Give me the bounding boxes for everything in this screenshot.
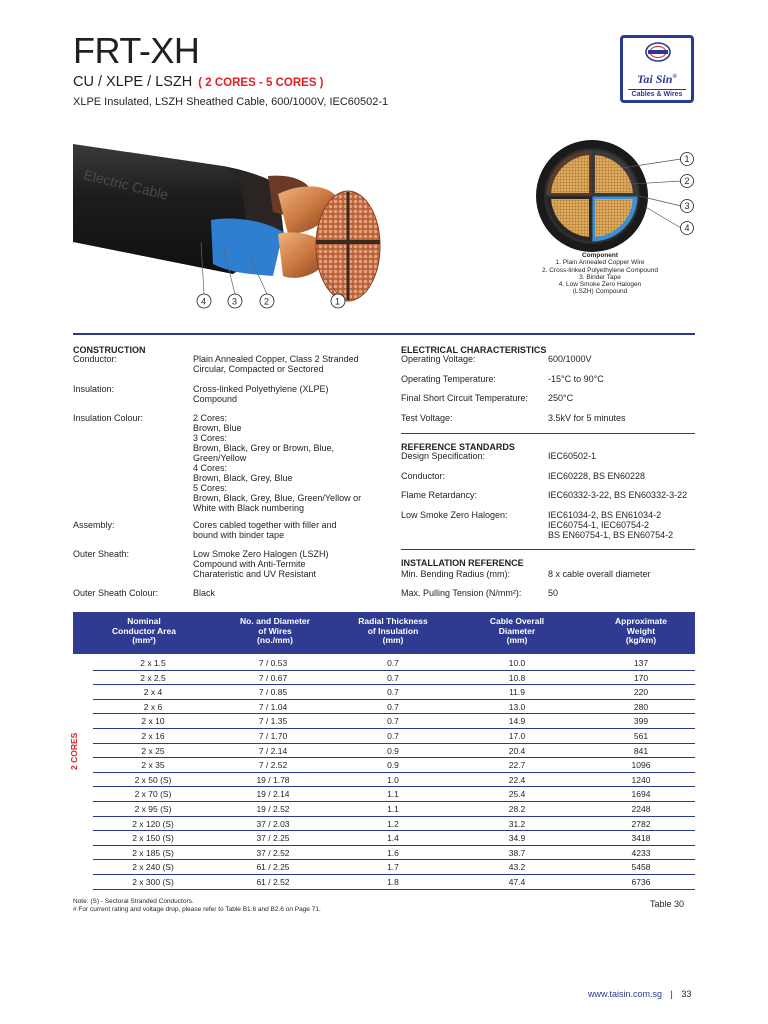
conductor-value: Plain Annealed Copper, Class 2 Stranded Circular, Compacted or Sectored — [193, 354, 359, 374]
installation-heading: INSTALLATION REFERENCE — [401, 558, 524, 568]
table-row — [93, 685, 695, 700]
table-cell: 2 x 95 (S) — [134, 804, 172, 814]
bending-radius-value: 8 x cable overall diameter — [548, 569, 651, 579]
table-cell: 20.4 — [508, 745, 526, 756]
table-cell: 0.9 — [387, 745, 399, 756]
cross-callout-4: 4 — [684, 223, 690, 234]
table-row — [93, 773, 695, 788]
test-voltage-value: 3.5kV for 5 minutes — [548, 413, 626, 423]
conductor-standard-label: Conductor: — [401, 471, 446, 481]
electrical-divider — [401, 433, 695, 434]
table-cell: 1.1 — [387, 789, 399, 800]
table-cell: 47.4 — [508, 877, 526, 887]
component-item: 1. Plain Annealed Copper Wire — [555, 259, 645, 267]
table-cell: 2 x 2.5 — [140, 672, 166, 683]
construction-heading: CONSTRUCTION — [73, 345, 146, 355]
cable-description: XLPE Insulated, LSZH Sheathed Cable, 600/1000V, IEC60502-1 — [73, 96, 389, 108]
table-cell: 2 x 50 (S) — [134, 774, 172, 785]
standards-heading: REFERENCE STANDARDS — [401, 442, 515, 452]
cross-callout-1: 1 — [684, 154, 690, 165]
outer-sheath-value: Low Smoke Zero Halogen (LSZH) Compound with Anti-Termite Charateristic and UV Resistant — [193, 549, 329, 579]
header-insulation-thickness: Radial Thickness of Insulation (mm) — [358, 616, 428, 646]
table-cell: 1694 — [631, 789, 651, 800]
table-cell: 2 x 120 (S) — [132, 818, 174, 829]
page-title: FRT-XH — [73, 30, 200, 71]
table-cell: 2 x 16 — [141, 731, 165, 741]
table-cell: 43.2 — [508, 862, 526, 873]
table-cell: 13.0 — [508, 701, 526, 712]
callout-4: 4 — [201, 296, 207, 307]
component-legend — [520, 252, 680, 296]
table-cell: 7 / 0.67 — [258, 672, 288, 683]
table-cell: 10.8 — [508, 672, 526, 683]
table-cell: 22.4 — [508, 774, 526, 785]
table-cell: 2 x 150 (S) — [132, 833, 174, 844]
table-row — [93, 787, 695, 802]
component-item: 2. Cross-linked Polyethylene Compound — [542, 266, 658, 274]
assembly-label: Assembly: — [73, 520, 115, 530]
operating-temperature-label: Operating Temperature: — [401, 374, 496, 384]
short-circuit-temperature-label: Final Short Circuit Temperature: — [401, 393, 528, 403]
table-cell: 37 / 2.03 — [256, 818, 290, 829]
table-cell: 0.9 — [387, 760, 399, 771]
table-cell: 31.2 — [508, 818, 526, 829]
footer-separator: | — [670, 989, 673, 999]
table-cell: 7 / 0.85 — [258, 687, 288, 698]
cores-group-label: 2 CORES — [69, 732, 79, 770]
table-cell: 34.9 — [508, 833, 526, 844]
table-row — [93, 656, 695, 671]
table-cell: 11.9 — [509, 687, 525, 698]
table-cell: 25.4 — [508, 789, 526, 800]
table-cell: 38.7 — [508, 847, 526, 858]
table-cell: 2248 — [631, 804, 651, 814]
test-voltage-label: Test Voltage: — [401, 413, 453, 423]
short-circuit-temperature-value: 250°C — [548, 393, 574, 403]
table-cell: 7 / 1.35 — [258, 716, 288, 727]
website-link[interactable]: www.taisin.com.sg — [588, 989, 663, 999]
table-cell: 1.0 — [387, 774, 399, 785]
operating-voltage-label: Operating Voltage: — [401, 354, 476, 364]
standards-divider — [401, 549, 695, 550]
table-cell: 2 x 10 — [141, 716, 165, 727]
table-row — [93, 714, 695, 729]
insulation-colour-value: 2 Cores: Brown, Blue 3 Cores: Brown, Black, Grey or Brown, Blue, Green/Yellow 4 Cores: Brown, Black, Grey, Blue 5 Cores: Brown, Black, Grey, Blue, Green/Yellow or White with Black numbering — [193, 413, 362, 513]
component-item: 3. Binder Tape — [579, 273, 621, 281]
operating-temperature-value: -15°C to 90°C — [548, 374, 604, 384]
table-cell: 61 / 2.52 — [256, 877, 290, 887]
table-cell: 280 — [633, 701, 649, 712]
table-number: Table 30 — [650, 899, 685, 909]
table-notes — [73, 898, 321, 913]
table-cell: 1.6 — [387, 847, 399, 858]
table-cell: 7 / 1.04 — [258, 701, 288, 712]
table-cell: 61 / 2.25 — [256, 862, 290, 873]
table-cell: 137 — [633, 658, 649, 668]
table-row — [93, 875, 695, 890]
table-cell: 0.7 — [387, 731, 399, 741]
bending-radius-label: Min. Bending Radius (mm): — [401, 569, 511, 579]
header-conductor-area: Nominal Conductor Area (mm²) — [112, 616, 176, 646]
note-current-rating: # For current rating and voltage drop, please refer to Table B1.6 and B2.6 on Page 71. — [73, 905, 321, 913]
conductor-standard-value: IEC60228, BS EN60228 — [548, 471, 646, 481]
sheath-printing: Electric Cable — [82, 166, 170, 203]
operating-voltage-value: 600/1000V — [548, 354, 592, 364]
logo-tagline: Cables & Wires — [628, 89, 686, 98]
logo-brand-name: Tai Sin® — [637, 72, 677, 86]
table-cell: 17.0 — [508, 731, 526, 741]
table-cell: 37 / 2.52 — [256, 847, 290, 858]
table-cell: 2 x 70 (S) — [134, 789, 172, 800]
table-cell: 19 / 2.14 — [256, 789, 290, 800]
table-cell: 2 x 35 — [141, 760, 165, 771]
table-cell: 1.1 — [387, 804, 399, 814]
table-row — [93, 700, 695, 715]
header-overall-diameter: Cable Overall Diameter (mm) — [489, 616, 545, 646]
lszh-value: IEC61034-2, BS EN61034-2 IEC60754-1, IEC60754-2 BS EN60754-1, BS EN60754-2 — [548, 510, 674, 540]
table-cell: 0.7 — [387, 701, 399, 712]
table-cell: 0.7 — [387, 672, 399, 683]
table-row — [93, 671, 695, 686]
table-cell: 1.2 — [387, 818, 399, 829]
table-cell: 2 x 300 (S) — [132, 877, 174, 887]
table-row — [93, 860, 695, 875]
table-cell: 19 / 2.52 — [256, 804, 290, 814]
cross-callout-2: 2 — [684, 176, 690, 187]
table-cell: 1.7 — [387, 862, 399, 873]
table-cell: 5458 — [631, 862, 651, 873]
table-cell: 2 x 240 (S) — [132, 862, 174, 873]
cable-subtitle — [73, 74, 324, 90]
header-weight: Approximate Weight (kg/km) — [615, 616, 667, 646]
table-cell: 220 — [633, 687, 649, 698]
table-cell: 7 / 2.14 — [258, 745, 288, 756]
insulation-value: Cross-linked Polyethylene (XLPE) Compound — [193, 384, 329, 404]
cable-illustration — [73, 124, 403, 324]
table-cell: 1096 — [631, 760, 651, 771]
flame-retardancy-label: Flame Retardancy: — [401, 490, 478, 500]
table-cell: 2 x 4 — [143, 687, 163, 698]
table-cell: 7 / 2.52 — [258, 760, 288, 771]
table-row — [93, 729, 695, 744]
table-cell: 2 x 6 — [143, 701, 163, 712]
table-cell: 10.0 — [508, 658, 526, 668]
table-header — [73, 612, 695, 654]
assembly-value: Cores cabled together with filler and bound with binder tape — [193, 520, 337, 540]
conductor-label: Conductor: — [73, 354, 118, 364]
insulation-label: Insulation: — [73, 384, 115, 394]
pulling-tension-label: Max. Pulling Tension (N/mm²): — [401, 588, 522, 598]
table-row — [93, 846, 695, 861]
table-row — [93, 831, 695, 846]
table-cell: 1.4 — [387, 833, 399, 844]
table-cell: 19 / 1.78 — [256, 774, 290, 785]
table-cell: 2 x 1.5 — [140, 658, 166, 668]
component-item: 4. Low Smoke Zero Halogen — [558, 281, 642, 289]
table-cell: 170 — [633, 672, 649, 683]
spec-divider — [73, 333, 695, 335]
tsec-emblem-icon — [644, 41, 672, 63]
table-row — [93, 802, 695, 817]
callout-2: 2 — [264, 296, 270, 307]
component-title: Component — [581, 252, 619, 259]
blue-core-insulation — [211, 219, 283, 277]
page-number: 33 — [681, 989, 692, 999]
table-cell: 0.7 — [387, 658, 399, 668]
table-cell: 22.7 — [508, 760, 526, 771]
callout-3: 3 — [232, 296, 238, 307]
component-item: (LSZH) Compound — [572, 288, 628, 296]
outer-sheath-colour-value: Black — [193, 588, 216, 598]
table-cell: 2 x 25 — [141, 745, 165, 756]
table-cell: 14.9 — [508, 716, 526, 727]
table-row — [93, 817, 695, 832]
table-cell: 4233 — [631, 847, 651, 858]
pulling-tension-value: 50 — [548, 588, 559, 598]
table-cell: 1.8 — [387, 877, 399, 887]
table-row — [93, 758, 695, 773]
table-cell: 7 / 1.70 — [258, 731, 288, 741]
table-cell: 1240 — [631, 774, 651, 785]
conductor-cross-section — [316, 191, 380, 301]
flame-retardancy-value: IEC60332-3-22, BS EN60332-3-22 — [548, 490, 688, 500]
table-cell: 3418 — [631, 833, 651, 844]
table-cell: 2782 — [631, 818, 651, 829]
table-cell: 399 — [633, 716, 649, 727]
table-cell: 37 / 2.25 — [256, 833, 290, 844]
table-cell: 0.7 — [387, 687, 399, 698]
note-sectoral: Note: (S) - Sectoral Stranded Conductors. — [73, 898, 194, 905]
cable-construction-code: CU / XLPE / LSZH — [73, 74, 193, 90]
cable-cross-section-diagram — [532, 136, 702, 256]
table-cell: 28.2 — [508, 804, 526, 814]
lszh-label: Low Smoke Zero Halogen: — [401, 510, 508, 520]
insulation-colour-label: Insulation Colour: — [73, 413, 144, 423]
table-cell: 841 — [633, 745, 649, 756]
table-cell: 6736 — [631, 877, 651, 887]
table-row — [93, 744, 695, 759]
cores-range: ( 2 CORES - 5 CORES ) — [198, 77, 324, 89]
cross-callout-3: 3 — [684, 201, 690, 212]
header-wires: No. and Diameter of Wires (no./mm) — [240, 616, 310, 646]
outer-sheath-colour-label: Outer Sheath Colour: — [73, 588, 159, 598]
table-cell: 2 x 185 (S) — [132, 847, 174, 858]
tai-sin-logo — [620, 35, 694, 103]
outer-sheath-label: Outer Sheath: — [73, 549, 130, 559]
table-cell: 561 — [633, 731, 649, 741]
electrical-heading: ELECTRICAL CHARACTERISTICS — [401, 345, 547, 355]
callout-1: 1 — [335, 296, 341, 307]
page-footer — [588, 989, 691, 999]
design-spec-label: Design Specification: — [401, 451, 486, 461]
table-cell: 0.7 — [387, 716, 399, 727]
design-spec-value: IEC60502-1 — [548, 451, 597, 461]
table-cell: 7 / 0.53 — [258, 658, 288, 668]
